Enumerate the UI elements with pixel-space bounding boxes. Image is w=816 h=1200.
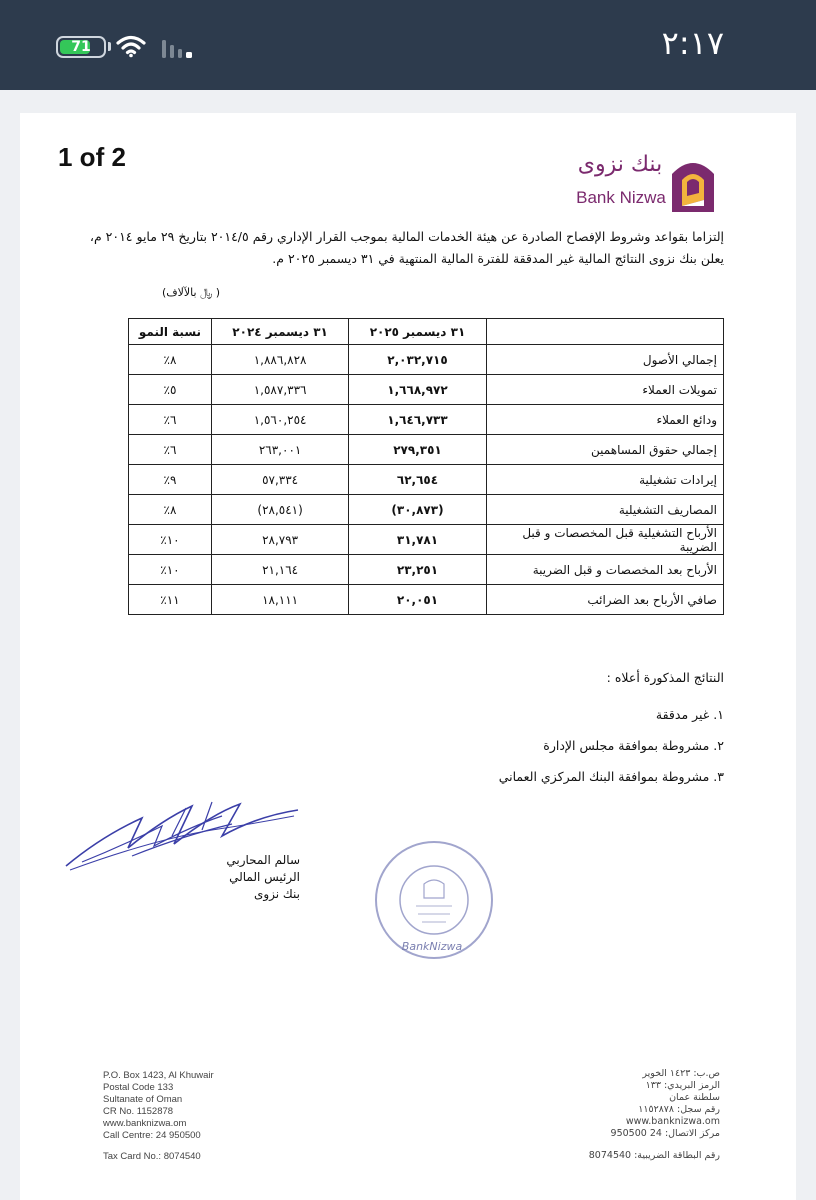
row-label: الأرباح بعد المخصصات و قبل الضريبة bbox=[486, 555, 723, 585]
note-item: ٣. مشروطة بموافقة البنك المركزي العماني bbox=[498, 769, 724, 784]
status-bar bbox=[0, 0, 816, 90]
value-2025: ٣١,٧٨١ bbox=[349, 525, 486, 555]
footer-line: Sultanate of Oman bbox=[103, 1094, 183, 1105]
footer-line: Postal Code 133 bbox=[103, 1082, 174, 1093]
growth-value: ٥٪ bbox=[129, 375, 212, 405]
signatory-name: سالم المحاربي bbox=[226, 853, 300, 867]
stamp-text: BankNizwa bbox=[401, 940, 463, 953]
footer-line: سلطنة عمان bbox=[669, 1092, 720, 1103]
growth-value: ٩٪ bbox=[129, 465, 212, 495]
footer-line: www.banknizwa.om bbox=[625, 1116, 720, 1127]
row-label: صافي الأرباح بعد الضرائب bbox=[486, 585, 723, 615]
table-row bbox=[129, 465, 724, 495]
logo-arabic-text: بنك نزوى bbox=[577, 152, 663, 177]
value-2024: ٥٧,٣٣٤ bbox=[211, 465, 348, 495]
document-page bbox=[20, 113, 796, 1200]
intro-line-2: يعلن بنك نزوى النتائج المالية غير المدققة للفترة المالية المنتهية في ٣١ ديسمبر ٢٠٢٥ م. bbox=[272, 251, 724, 266]
growth-value: ١٠٪ bbox=[129, 555, 212, 585]
footer-line: P.O. Box 1423, Al Khuwair bbox=[103, 1070, 214, 1081]
value-2025: ١,٦٤٦,٧٣٣ bbox=[349, 405, 486, 435]
value-2024: ٢٨,٧٩٣ bbox=[211, 525, 348, 555]
battery-percent: 71 bbox=[71, 39, 91, 55]
unit-label: ( ﷼ بالآلاف) bbox=[161, 286, 221, 299]
wifi-icon bbox=[116, 34, 146, 58]
signatory-block bbox=[190, 852, 300, 903]
value-2025: ١,٦٦٨,٩٧٢ bbox=[349, 375, 486, 405]
table-row bbox=[129, 525, 724, 555]
row-label: ودائع العملاء bbox=[486, 405, 723, 435]
value-2024: ٢٦٣,٠٠١ bbox=[211, 435, 348, 465]
header-dec-2025: ٣١ ديسمبر ٢٠٢٥ bbox=[349, 319, 486, 345]
value-2025: (٣٠,٨٧٣) bbox=[349, 495, 486, 525]
value-2024: ١,٥٦٠,٢٥٤ bbox=[211, 405, 348, 435]
growth-value: ٨٪ bbox=[129, 345, 212, 375]
note-item: ١. غير مدققة bbox=[655, 707, 724, 722]
table-row bbox=[129, 435, 724, 465]
row-label: الأرباح التشغيلية قبل المخصصات و قبل الضريبة bbox=[486, 525, 723, 555]
footer-line: مركز الاتصال: 24 950500 bbox=[610, 1128, 720, 1139]
row-label: إيرادات تشغيلية bbox=[486, 465, 723, 495]
signatory-bank: بنك نزوى bbox=[253, 887, 300, 901]
growth-value: ١٠٪ bbox=[129, 525, 212, 555]
table-row bbox=[129, 495, 724, 525]
table-row bbox=[129, 585, 724, 615]
status-time: ٢:١٧ bbox=[661, 24, 724, 62]
value-2024: (٢٨,٥٤١) bbox=[211, 495, 348, 525]
value-2025: ٢٠,٠٥١ bbox=[349, 585, 486, 615]
table-row bbox=[129, 555, 724, 585]
table-header-row bbox=[129, 319, 724, 345]
table-row bbox=[129, 405, 724, 435]
value-2025: ٦٢,٦٥٤ bbox=[349, 465, 486, 495]
footer-line: الرمز البريدي: ١٣٣ bbox=[645, 1080, 720, 1091]
header-dec-2024: ٣١ ديسمبر ٢٠٢٤ bbox=[211, 319, 348, 345]
footer-line: رقم سجل: ١١٥٢٨٧٨ bbox=[638, 1104, 720, 1115]
growth-value: ١١٪ bbox=[129, 585, 212, 615]
bank-logo-icon bbox=[670, 156, 716, 212]
signatory-title: الرئيس المالي bbox=[229, 870, 300, 884]
financial-results-table bbox=[128, 318, 724, 615]
footer-address-english bbox=[103, 1070, 303, 1142]
footer-address-arabic bbox=[520, 1068, 720, 1140]
value-2024: ١,٨٨٦,٨٢٨ bbox=[211, 345, 348, 375]
results-notes bbox=[324, 670, 724, 800]
row-label: إجمالي حقوق المساهمين bbox=[486, 435, 723, 465]
value-2024: ١٨,١١١ bbox=[211, 585, 348, 615]
row-label: تمويلات العملاء bbox=[486, 375, 723, 405]
value-2024: ١,٥٨٧,٣٣٦ bbox=[211, 375, 348, 405]
footer-tax-english: Tax Card No.: 8074540 bbox=[103, 1151, 201, 1162]
footer-line: Call Centre: 24 950500 bbox=[103, 1130, 201, 1141]
disclosure-intro bbox=[84, 226, 724, 270]
table-row bbox=[129, 345, 724, 375]
header-growth: نسبة النمو bbox=[129, 319, 212, 345]
growth-value: ٨٪ bbox=[129, 495, 212, 525]
row-label: إجمالي الأصول bbox=[486, 345, 723, 375]
logo-english-text: Bank Nizwa bbox=[576, 188, 666, 207]
table-row bbox=[129, 375, 724, 405]
bank-logo bbox=[574, 152, 722, 214]
growth-value: ٦٪ bbox=[129, 435, 212, 465]
value-2025: ٢,٠٣٢,٧١٥ bbox=[349, 345, 486, 375]
intro-line-1: إلتزاما بقواعد وشروط الإفصاح الصادرة عن هيئة الخدمات المالية بموجب القرار الإداري رقم ٢٠١٤/٥ بتاريخ ٢٩ مايو ٢٠١٤ م، bbox=[89, 229, 724, 244]
value-2025: ٢٧٩,٣٥١ bbox=[349, 435, 486, 465]
footer-line: ص.ب: ١٤٢٣ الخوير bbox=[642, 1068, 720, 1079]
notes-title: النتائج المذكورة أعلاه : bbox=[606, 670, 724, 685]
growth-value: ٦٪ bbox=[129, 405, 212, 435]
header-item bbox=[486, 319, 723, 345]
battery-nub bbox=[108, 42, 111, 51]
value-2025: ٢٣,٢٥١ bbox=[349, 555, 486, 585]
row-label: المصاريف التشغيلية bbox=[486, 495, 723, 525]
cellular-signal-icon bbox=[160, 36, 200, 60]
battery-icon bbox=[56, 36, 106, 58]
footer-tax-arabic: رقم البطاقة الضريبية: 8074540 bbox=[588, 1150, 720, 1161]
footer-line: CR No. 1152878 bbox=[103, 1106, 174, 1117]
footer-line: www.banknizwa.om bbox=[103, 1118, 187, 1129]
page-indicator: 1 of 2 bbox=[58, 142, 126, 172]
note-item: ٢. مشروطة بموافقة مجلس الإدارة bbox=[543, 738, 724, 753]
value-2024: ٢١,١٦٤ bbox=[211, 555, 348, 585]
